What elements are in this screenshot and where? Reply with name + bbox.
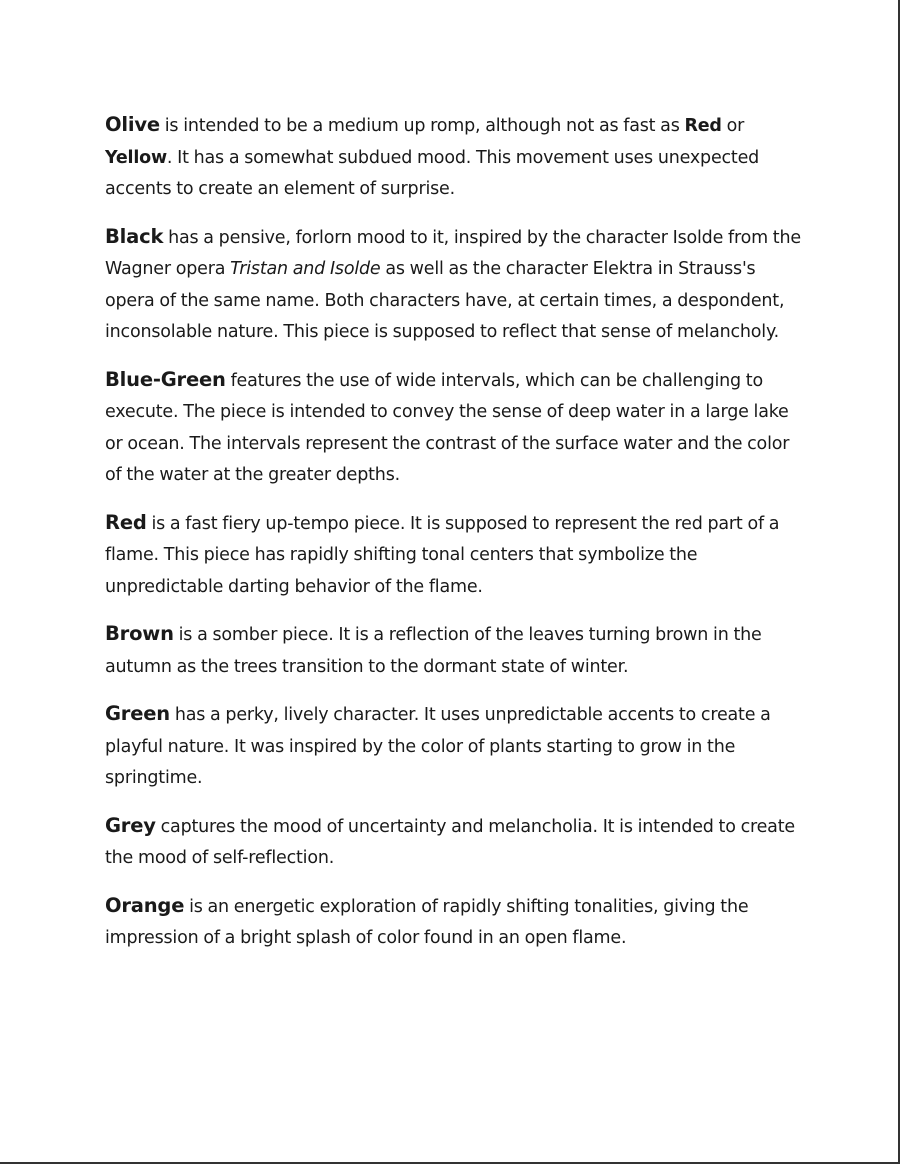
- paragraph-red: [105, 507, 805, 604]
- paragraph-green: [105, 698, 805, 795]
- paragraph-text: is intended to be a medium up romp, although not as fast as: [159, 116, 685, 136]
- paragraph-text: captures the mood of uncertainty and melancholia. It is intended to create the mood of self-reflection.: [105, 816, 795, 868]
- paragraph-text: as well as the character Elektra in Strauss's opera of the same name. Both characters have, at certain times, a despondent, inconsolable nature. This piece is supposed to reflect that sense of melancholy.: [105, 259, 785, 342]
- document-body: [105, 109, 805, 970]
- paragraph-orange: [105, 890, 805, 955]
- piece-title-green: Green: [105, 702, 170, 725]
- paragraph-blue-green: [105, 364, 805, 492]
- opera-title: Tristan and Isolde: [230, 259, 381, 279]
- paragraph-black: [105, 221, 805, 349]
- piece-title-brown: Brown: [105, 622, 174, 645]
- paragraph-text: is an energetic exploration of rapidly shifting tonalities, giving the impression of a bright splash of color found in an open flame.: [105, 896, 749, 948]
- paragraph-text: has a pensive, forlorn mood to it, inspired by the character Isolde from the Wagner opera: [105, 227, 801, 279]
- paragraph-brown: [105, 618, 805, 683]
- piece-title-blue-green: Blue-Green: [105, 367, 226, 391]
- paragraph-text: or: [721, 116, 745, 136]
- paragraph-text: . It has a somewhat subdued mood. This movement uses unexpected accents to create an element of surprise.: [105, 147, 760, 199]
- paragraph-text: has a perky, lively character. It uses unpredictable accents to create a playful nature. It was inspired by the color of plants starting to grow in the springtime.: [105, 705, 771, 788]
- piece-title-grey: Grey: [105, 813, 156, 837]
- paragraph-text: is a somber piece. It is a reflection of the leaves turning brown in the autumn as the trees transition to the dormant state of winter.: [105, 625, 762, 677]
- piece-title-olive: Olive: [105, 113, 160, 136]
- piece-title-black: Black: [105, 224, 164, 248]
- paragraph-text: features the use of wide intervals, which can be challenging to execute. The piece is intended to convey the sense of deep water in a large lake or ocean. The intervals represent the contrast of the surface water and the color of the water at the greater depths.: [105, 370, 790, 485]
- paragraph-grey: [105, 810, 805, 875]
- paragraph-olive: [105, 109, 805, 206]
- piece-reference-red: Red: [684, 116, 722, 136]
- piece-title-orange: Orange: [105, 893, 185, 917]
- piece-reference-yellow: Yellow: [105, 147, 167, 168]
- paragraph-text: is a fast fiery up-tempo piece. It is supposed to represent the red part of a flame. This piece has rapidly shifting tonal centers that symbolize the unpredictable darting behavior of the flame.: [105, 513, 780, 597]
- piece-title-red: Red: [105, 510, 147, 534]
